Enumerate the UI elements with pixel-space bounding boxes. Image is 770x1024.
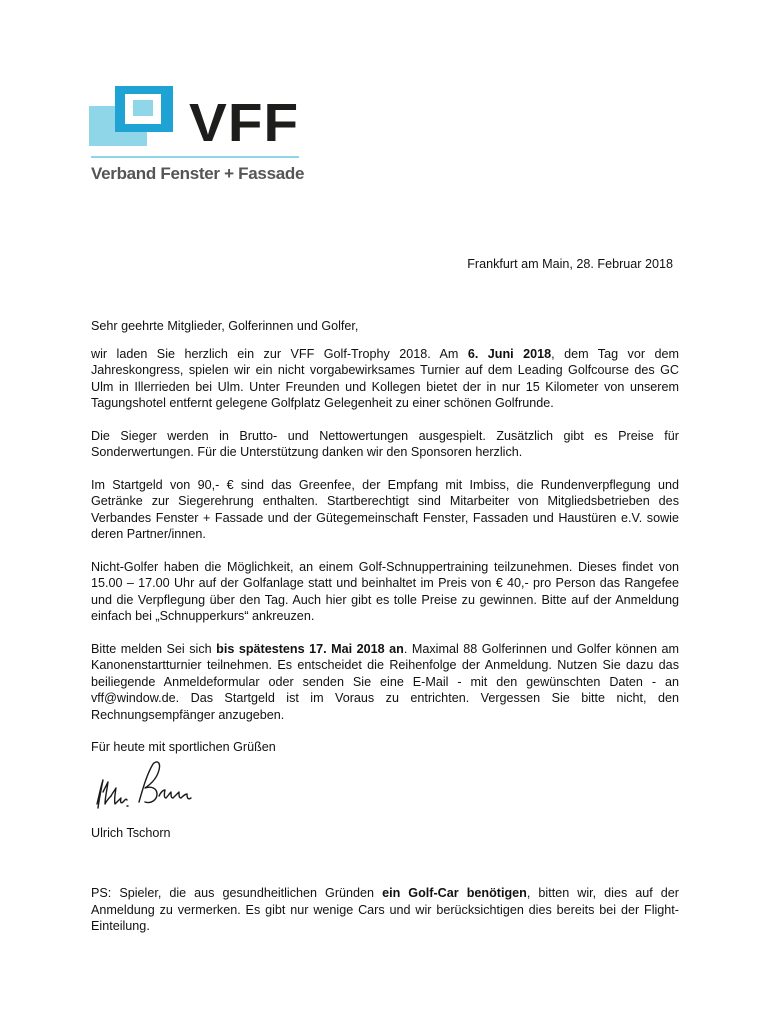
letter-body bbox=[91, 318, 679, 772]
salutation: Sehr geehrte Mitglieder, Golferinnen und Golfer, bbox=[91, 319, 359, 333]
registration-deadline: bis spätestens 17. Mai 2018 an bbox=[216, 641, 404, 656]
paragraph-non-golfers: Nicht-Golfer haben die Möglichkeit, an einem Golf-Schnuppertraining teilzunehmen. Dieses findet von 15.00 – 17.00 Uhr auf der Golfanlage statt und beinhaltet im Preis von € 40,- pro Person das Rangefee und die Verpflegung über den Tag. Auch hier gibt es tolle Preise zu gewinnen. Bitte auf der Anmeldung einfach bei „Schnupperkurs“ ankreuzen. bbox=[91, 559, 679, 623]
organization-name: Verband Fenster + Fassade bbox=[91, 164, 305, 183]
closing: Für heute mit sportlichen Grüßen bbox=[91, 740, 276, 754]
paragraph-registration: Bitte melden Sei sich bis spätestens 17. Mai 2018 an. Maximal 88 Golferinnen und Golfer können am Kanonenstartturnier teilnehmen. Es entscheidet die Reihenfolge der Anmeldung. Nutzen Sie dazu das beiliegende Anmeldeformular oder senden Sie eine E-Mail - mit den gewünschten Daten - an vff@window.de. Das Startgeld ist im Voraus zu entrichten. Vergessen Sie bitte nicht, den Rechnungsempfänger anzugeben. bbox=[91, 641, 680, 722]
postscript: PS: Spieler, die aus gesundheitlichen Gründen ein Golf-Car benötigen, bitten wir, dies auf der Anmeldung zu vermerken. Es gibt nur wenige Cars und wir berücksichtigen dies bereits bei der Flight-Einteilung. bbox=[91, 886, 679, 933]
logo-wordmark: VFF bbox=[189, 93, 300, 153]
handwritten-signature-icon bbox=[89, 752, 199, 816]
vff-logo-mark-icon bbox=[89, 84, 181, 154]
event-date: 6. Juni 2018 bbox=[467, 346, 552, 361]
signer-name: Ulrich Tschorn bbox=[91, 826, 171, 840]
golf-car-note: ein Golf-Car benötigen bbox=[382, 886, 527, 900]
logo-divider bbox=[91, 156, 299, 158]
paragraph-invitation: wir laden Sie herzlich ein zur VFF Golf-Trophy 2018. Am 6. Juni 2018, dem Tag vor dem Jahreskongress, spielen wir ein nicht vorgabewirksames Turnier auf dem Leading Golfcourse des GC Ulm in Illerrieden bei Ulm. Unter Freunden und Kollegen bietet der in nur 15 Kilometer von unserem Tagungshotel entfernt gelegene Golfplatz Gelegenheit zu einer schönen Golfrunde. bbox=[91, 346, 679, 410]
date-line: Frankfurt am Main, 28. Februar 2018 bbox=[467, 257, 673, 271]
vff-logo bbox=[89, 84, 305, 184]
paragraph-prizes: Die Sieger werden in Brutto- und Nettowertungen ausgespielt. Zusätzlich gibt es Preise für Sonderwertungen. Für die Unterstützung danken wir den Sponsoren herzlich. bbox=[91, 428, 679, 459]
paragraph-fee: Im Startgeld von 90,- € sind das Greenfee, der Empfang mit Imbiss, die Rundenverpflegung und Getränke zur Siegerehrung enthalten. Startberechtigt sind Mitarbeiter von Mitgliedsbetrieben des Verbandes Fenster + Fassade und der Gütegemeinschaft Fenster, Fassaden und Haustüren e.V. sowie deren Partner/innen. bbox=[91, 477, 679, 541]
